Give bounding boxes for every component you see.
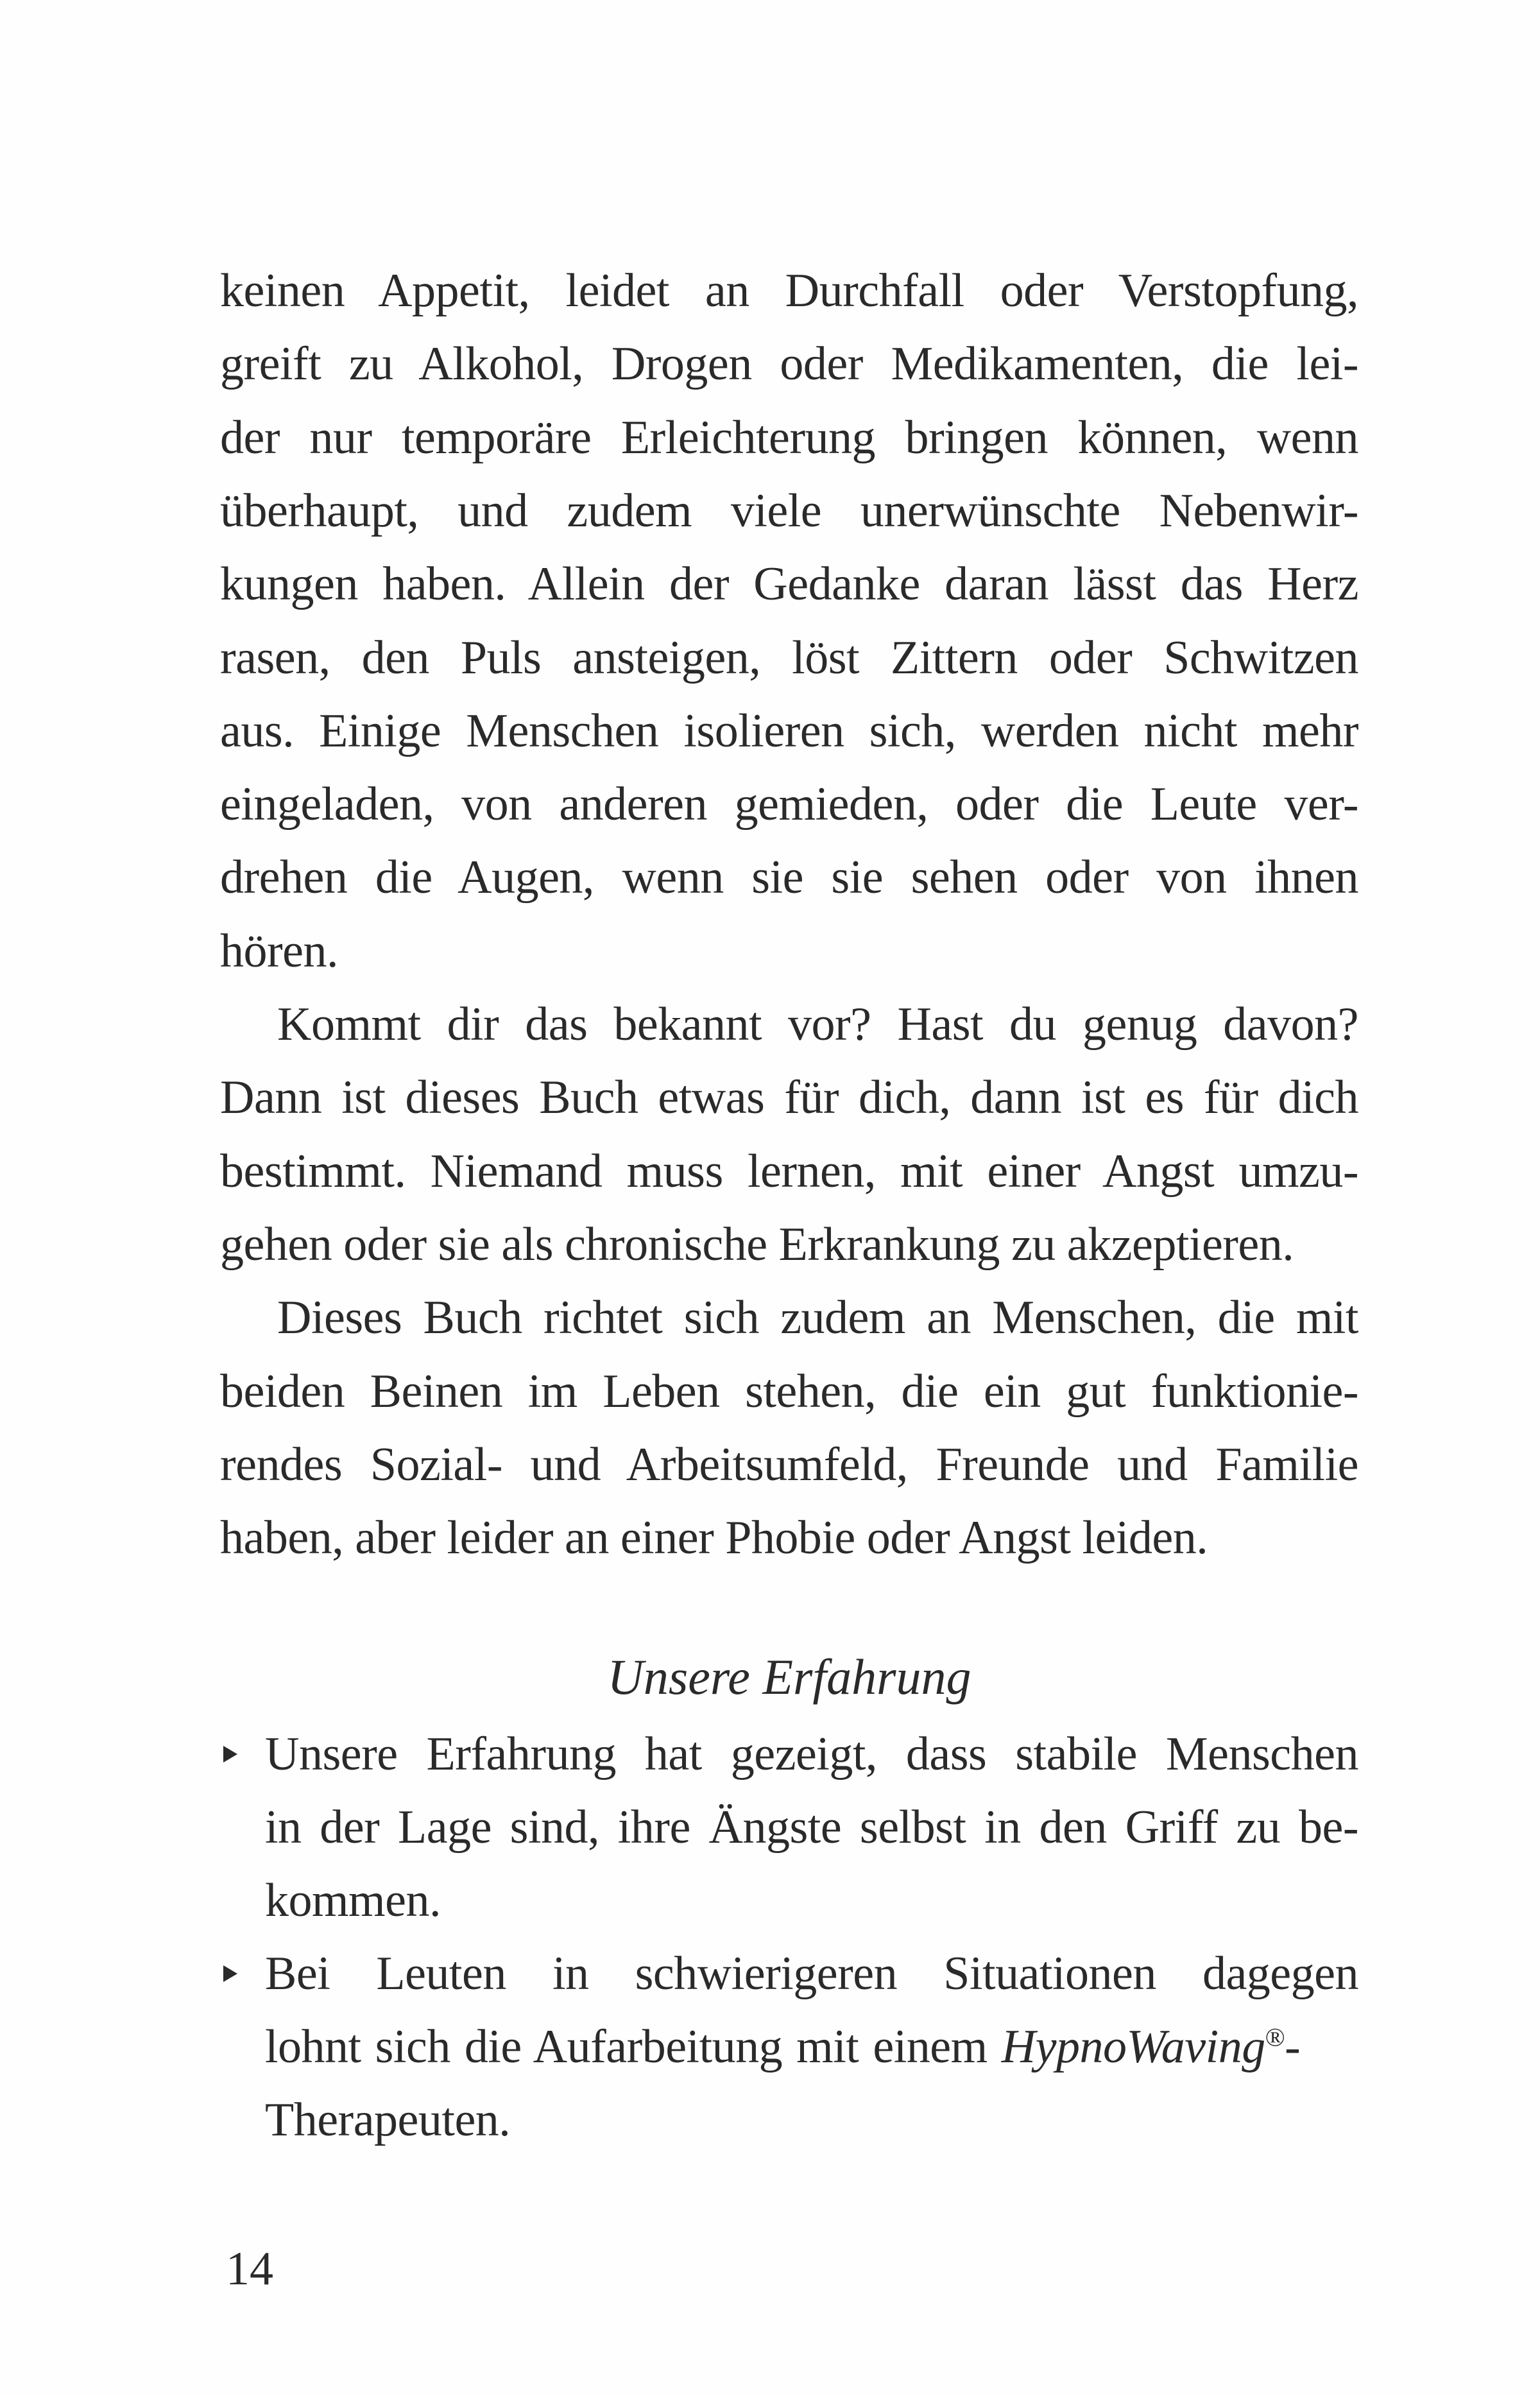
bullet-line: in der Lage sind, ihre Ängste selbst in den Griff zu be- bbox=[265, 1801, 1358, 1854]
bullet-line: Therapeuten. bbox=[265, 2094, 511, 2146]
text-line: rendes Sozial- und Arbeitsumfeld, Freunde und Familie bbox=[220, 1438, 1358, 1491]
page-number: 14 bbox=[226, 2243, 273, 2295]
text-line: beiden Beinen im Leben stehen, die ein gut funktionie- bbox=[220, 1365, 1358, 1418]
text-line: Dann ist dieses Buch etwas für dich, dann ist es für dich bbox=[220, 1071, 1358, 1125]
text-line: kungen haben. Allein der Gedanke daran lässt das Herz bbox=[220, 558, 1358, 611]
text-line: überhaupt, und zudem viele unerwünschte Nebenwir- bbox=[220, 484, 1358, 537]
text-line: bestimmt. Niemand muss lernen, mit einer Angst umzu- bbox=[220, 1144, 1358, 1198]
bullet-line: kommen. bbox=[265, 1874, 441, 1927]
text-line: rasen, den Puls ansteigen, löst Zittern oder Schwitzen bbox=[220, 631, 1358, 684]
text-line: aus. Einige Menschen isolieren sich, werden nicht mehr bbox=[220, 704, 1358, 757]
registered-mark: ® bbox=[1265, 2022, 1285, 2052]
text-line: der nur temporäre Erleichterung bringen können, wenn bbox=[220, 411, 1358, 464]
text-line: greift zu Alkohol, Drogen oder Medikamenten, die lei- bbox=[220, 338, 1358, 391]
text-line: eingeladen, von anderen gemieden, oder die Leute ver- bbox=[220, 778, 1358, 831]
text-line: Dieses Buch richtet sich zudem an Menschen, die mit bbox=[277, 1291, 1358, 1345]
brand-name: HypnoWaving bbox=[1001, 2021, 1265, 2073]
text-line: hören. bbox=[220, 924, 338, 978]
bullet-line: Unsere Erfahrung hat gezeigt, dass stabile Menschen bbox=[265, 1728, 1358, 1780]
text-line: haben, aber leider an einer Phobie oder Angst leiden. bbox=[220, 1512, 1208, 1565]
bullet-triangle-icon bbox=[223, 1965, 237, 1982]
text-line: Kommt dir das bekannt vor? Hast du genug davon? bbox=[277, 998, 1358, 1051]
text-line: keinen Appetit, leidet an Durchfall oder Verstopfung, bbox=[220, 264, 1358, 317]
bullet-line bbox=[265, 2010, 1358, 2083]
bullet-triangle-icon bbox=[223, 1746, 237, 1763]
hyphen: - bbox=[1285, 2021, 1301, 2073]
section-heading: Unsere Erfahrung bbox=[607, 1649, 971, 1705]
text-line: gehen oder sie als chronische Erkrankung zu akzeptieren. bbox=[220, 1218, 1294, 1271]
bullet-line-text: lohnt sich die Aufarbeitung mit einem bbox=[265, 2021, 1002, 2073]
bullet-line: Bei Leuten in schwierigeren Situationen dagegen bbox=[265, 1947, 1358, 2000]
text-line: drehen die Augen, wenn sie sie sehen oder von ihnen bbox=[220, 851, 1358, 904]
